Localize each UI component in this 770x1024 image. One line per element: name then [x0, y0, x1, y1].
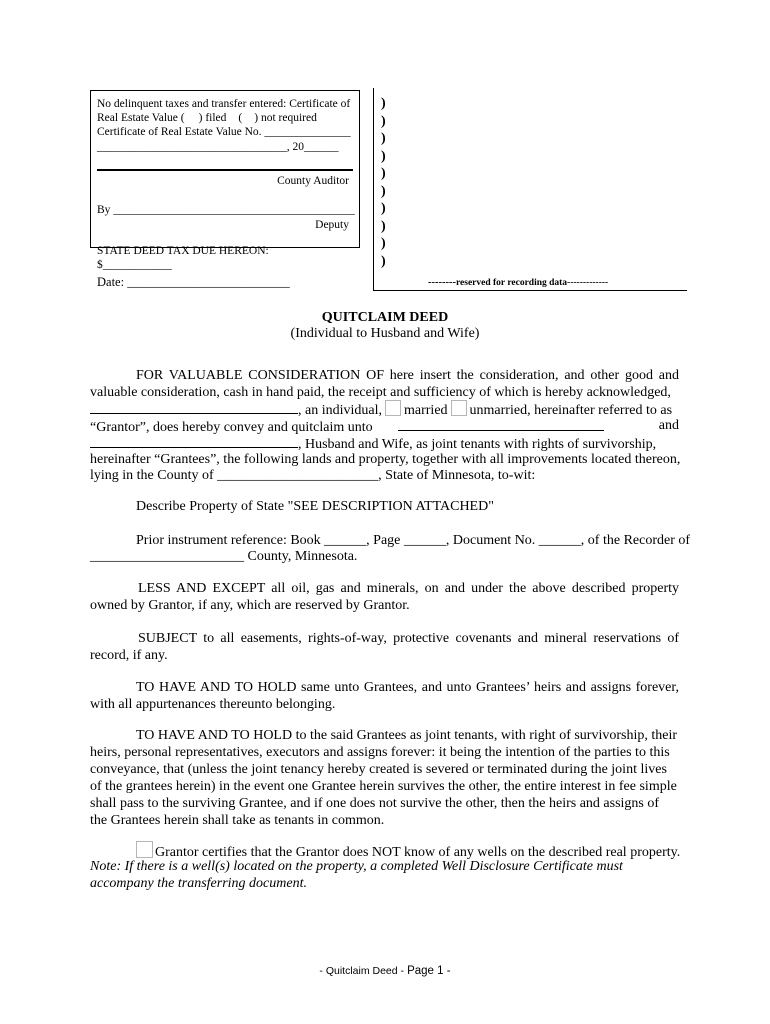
habendum-clause-1: TO HAVE AND TO HOLD same unto Grantees, and unto Grantees’ heirs and assigns forever, with all appurtenances thereunto belonging. [90, 680, 679, 712]
county-line[interactable]: lying in the County of _______________________, State of Minnesota, to-wit: [90, 468, 536, 483]
paren: ) [381, 148, 386, 164]
paren: ) [381, 218, 386, 234]
paren: ) [381, 183, 386, 199]
parenthesis-column [381, 95, 386, 270]
subject-clause: SUBJECT to all easements, rights-of-way, protective covenants and mineral reservations of record, if any. [90, 631, 679, 663]
and-word: and [658, 418, 679, 433]
certificate-date-line[interactable]: _________________________________, 20______ [97, 141, 339, 153]
grantor-convey-text: “Grantor”, does hereby convey and quitclaim unto [90, 420, 373, 435]
consideration-text-1: FOR VALUABLE CONSIDERATION OF here insert the consideration, and other good and valuable consideration, cash in hand paid, the receipt and sufficiency of which is hereby acknowledged, [90, 368, 679, 400]
page-footer [0, 965, 770, 977]
wells-certify-text: Grantor certifies that the Grantor does NOT know of any wells on the described real property. [155, 845, 681, 860]
paren: ) [381, 253, 386, 269]
footer-label: - Quitclaim Deed - [319, 965, 405, 977]
not-required-label: ) not required [254, 112, 317, 124]
recording-area-bottom-border [373, 290, 687, 291]
grantor-name-blank[interactable] [90, 400, 298, 414]
property-description: Describe Property of State "SEE DESCRIPTION ATTACHED" [136, 499, 494, 514]
grantee-name-blank[interactable] [398, 417, 604, 431]
wells-note: Note: If there is a well(s) located on the property, a completed Well Disclosure Certificate must accompany the transferring document. [90, 859, 623, 891]
open-paren: ( [238, 112, 243, 124]
paren: ) [381, 96, 386, 111]
deputy-label: Deputy [315, 219, 349, 231]
second-grantee-name-blank[interactable] [90, 434, 298, 448]
deed-tax-date[interactable]: Date: __________________________ [97, 275, 290, 289]
prior-reference-line-2[interactable]: ______________________ County, Minnesota. [90, 549, 358, 564]
paren: ) [381, 113, 386, 129]
husband-wife-text: , Husband and Wife, as joint tenants with rights of survivorship, [298, 437, 657, 452]
recording-label: reserved for recording data------------- [455, 278, 609, 288]
page-title: QUITCLAIM DEED [321, 310, 449, 325]
recording-dashes: -------- [428, 277, 456, 288]
certificate-box [90, 90, 360, 248]
certificate-line-2 [97, 111, 317, 126]
unmarried-checkbox[interactable] [451, 400, 467, 416]
recording-data-label [428, 277, 608, 288]
paren: ) [381, 201, 386, 216]
certificate-number-line[interactable]: Certificate of Real Estate Value No. _______________ [97, 126, 351, 138]
deed-tax-label: STATE DEED TAX DUE HEREON: [97, 245, 269, 257]
paren: ) [381, 131, 386, 146]
page-number: Page 1 - [407, 965, 451, 977]
page-subtitle: (Individual to Husband and Wife) [290, 326, 480, 341]
certificate-line-1: No delinquent taxes and transfer entered: Certificate of [97, 98, 351, 110]
less-and-except-clause: LESS AND EXCEPT all oil, gas and minerals, on and under the above described property owned by Grantor, if any, which are reserved by Grantor. [90, 581, 679, 613]
married-checkbox[interactable] [385, 400, 401, 416]
paren: ) [381, 236, 386, 251]
prior-reference-line-1[interactable]: Prior instrument reference: Book ______, Page ______, Document No. ______, of the Recorder of [136, 533, 691, 548]
married-label: married [404, 403, 448, 418]
county-auditor-label: County Auditor [277, 175, 349, 187]
habendum-clause-2: TO HAVE AND TO HOLD to the said Grantees as joint tenants, with right of survivorship, their heirs, personal representatives, executors and assigns forever: it being the intention of the parties to this conveyance, that (unless the joint tenancy hereby created is severed or terminated during the joint lives of the grantees herein) in the event one Grantee herein survives the other, the entire interest in fee simple shall pass to the surviving Grantee, and if one does not survive the other, then the heirs and assigns of the Grantees herein shall take as tenants in common. [90, 728, 678, 828]
deed-tax-amount[interactable]: $____________ [97, 259, 172, 271]
wells-checkbox[interactable] [136, 841, 153, 858]
individual-text: , an individual, [298, 403, 382, 418]
unmarried-label: unmarried, hereinafter referred to as [469, 403, 673, 418]
auditor-signature-line[interactable] [97, 169, 353, 171]
real-estate-value-prefix: Real Estate Value ( [97, 112, 185, 124]
paren: ) [381, 166, 386, 181]
recording-area-left-border [373, 88, 374, 290]
filed-label: ) filed [198, 112, 227, 124]
by-line[interactable]: By __________________________________________ [97, 204, 355, 216]
grantees-text: hereinafter “Grantees”, the following lands and property, together with all improvements located thereon, [90, 452, 681, 467]
